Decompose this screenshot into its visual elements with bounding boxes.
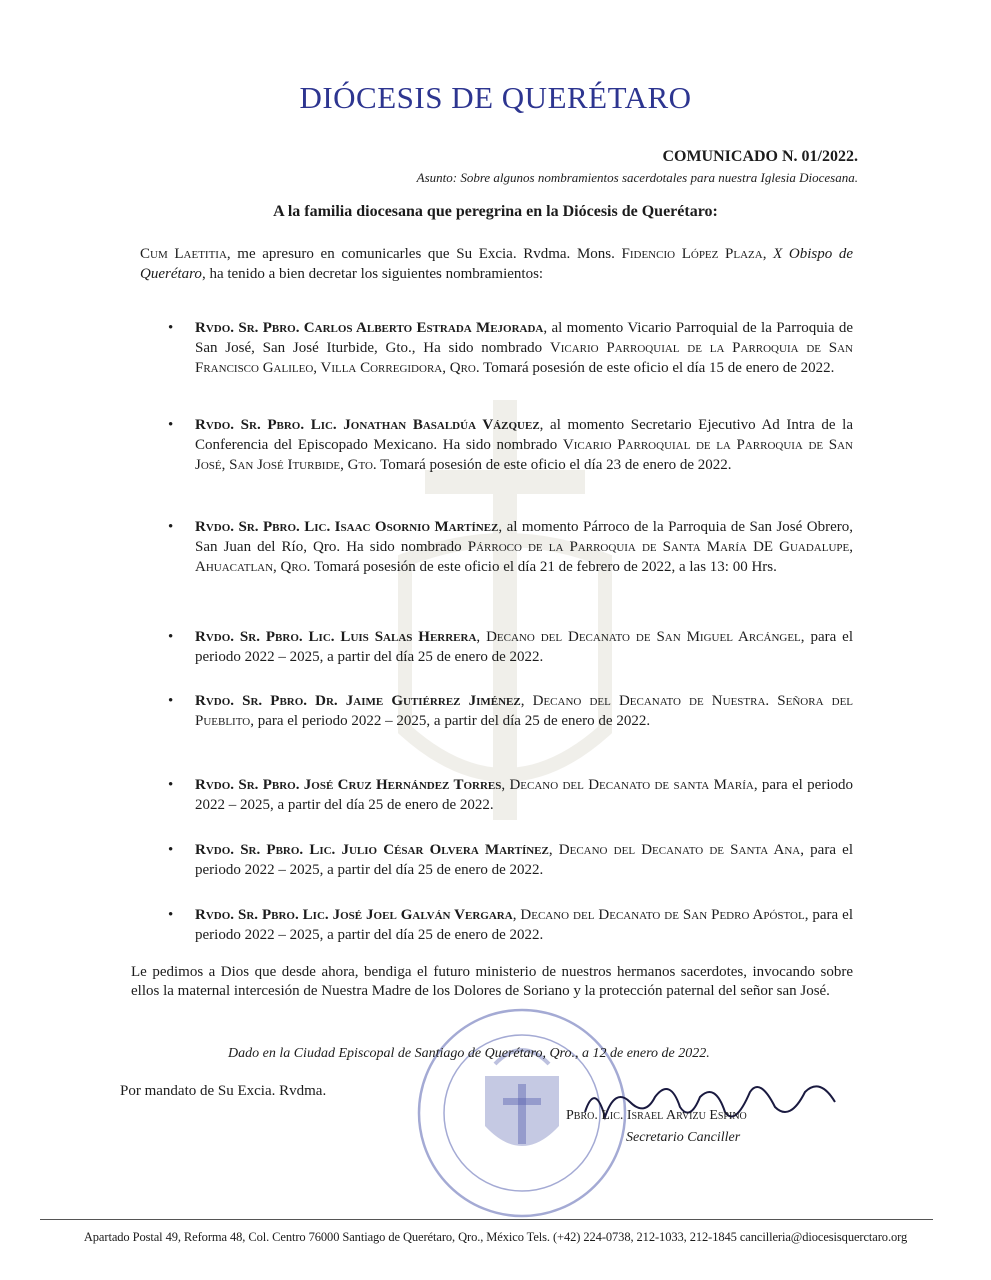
priest-name: Rvdo. Sr. Pbro. Lic. Jonathan Basaldúa Vázquez xyxy=(195,417,540,433)
nomination-item xyxy=(168,415,853,475)
greeting: A la familia diocesana que peregrina en la Diócesis de Querétaro: xyxy=(273,203,718,220)
diocese-title: DIÓCESIS DE QUERÉTARO xyxy=(299,80,692,115)
nomination-text: , para el periodo 2022 – 2025, a partir del día 25 de enero de 2022. xyxy=(195,842,853,878)
bullet-icon: • xyxy=(168,693,174,709)
nomination-appointment: Decano del Decanato de Nuestra. Señora del Pueblito xyxy=(195,693,854,729)
nomination-text: , al momento Vicario Parroquial de la Parroquia de San José, San José Iturbide, Gto., Ha sido nombrado xyxy=(195,320,854,356)
priest-name: Rvdo. Sr. Pbro. José Cruz Hernández Torres xyxy=(195,777,502,793)
intro-paragraph xyxy=(140,244,853,284)
nomination-text: , xyxy=(520,693,533,709)
nomination-item xyxy=(168,318,854,378)
nomination-text: , xyxy=(512,907,521,923)
intro-opening: Cum Laetitia xyxy=(140,246,227,262)
nomination-text: , xyxy=(548,842,559,858)
bullet-icon: • xyxy=(168,320,174,336)
closing-paragraph: Le pedimos a Dios que desde ahora, bendiga el futuro ministerio de nuestros hermanos sacerdotes, invocando sobre ellos la maternal intercesión de Nuestra Madre de los Dolores de Soriano y la protección paternal del señor san José. xyxy=(131,964,853,999)
nomination-appointment: Decano del Decanato de San Miguel Arcángel xyxy=(486,629,801,645)
mandate-line: Por mandato de Su Excia. Rvdma. xyxy=(120,1083,327,1099)
bullet-icon: • xyxy=(168,907,174,923)
nomination-text: . Tomará posesión de este oficio el día 23 de enero de 2022. xyxy=(372,457,732,473)
comunicado-number: COMUNICADO N. 01/2022. xyxy=(662,148,858,165)
bullet-icon: • xyxy=(168,629,174,645)
nomination-text: , para el periodo 2022 – 2025, a partir del día 25 de enero de 2022. xyxy=(250,713,651,729)
nomination-item xyxy=(168,627,853,667)
nomination-text: , xyxy=(501,777,510,793)
subject-line: Asunto: Sobre algunos nombramientos sacerdotales para nuestra Iglesia Diocesana. xyxy=(416,170,858,185)
priest-name: Rvdo. Sr. Pbro. Lic. Luis Salas Herrera xyxy=(195,629,477,645)
priest-name: Rvdo. Sr. Pbro. Dr. Jaime Gutiérrez Jiménez xyxy=(195,693,521,709)
nomination-text: . Tomará posesión de este oficio el día 21 de febrero de 2022, a las 13: 00 Hrs. xyxy=(306,559,777,575)
signer-title: Secretario Canciller xyxy=(626,1130,741,1145)
nomination-text: , para el periodo 2022 – 2025, a partir del día 25 de enero de 2022. xyxy=(195,907,853,943)
dated-line: Dado en la Ciudad Episcopal de Santiago de Querétaro, Qro., a 12 de enero de 2022. xyxy=(228,1046,710,1061)
bishop-name: Fidencio López Plaza xyxy=(621,246,763,262)
footer-address: Apartado Postal 49, Reforma 48, Col. Centro 76000 Santiago de Querétaro, Qro., México Tels. (+42) 224-0738, 212-1033, 212-1845 cancilleria@diocesisquerctaro.org xyxy=(83,1230,908,1244)
bullet-icon: • xyxy=(168,777,174,793)
nomination-text: , para el periodo 2022 – 2025, a partir del día 25 de enero de 2022. xyxy=(195,777,853,813)
nomination-text: , al momento Secretario Ejecutivo Ad Intra de la Conferencia del Episcopado Mexicano. Ha sido nombrado xyxy=(195,417,853,453)
nomination-appointment: Decano del Decanato de santa María xyxy=(509,777,754,793)
nomination-item xyxy=(168,905,853,945)
intro-text-2: , ha tenido a bien decretar los siguientes nombramientos: xyxy=(201,266,544,282)
bullet-icon: • xyxy=(168,519,174,535)
priest-name: Rvdo. Sr. Pbro. Lic. José Joel Galván Vergara xyxy=(195,907,513,923)
nomination-text: , xyxy=(476,629,487,645)
nomination-appointment: Vicario Parroquial de la Parroquia de San Francisco Galileo, Villa Corregidora, Qro xyxy=(195,340,853,376)
nomination-item xyxy=(168,691,854,731)
footer-divider xyxy=(40,1219,933,1220)
nomination-text: , al momento Párroco de la Parroquia de San José Obrero, San Juan del Río, Qro. Ha sido nombrado xyxy=(195,519,853,555)
nomination-appointment: Vicario Parroquial de la Parroquia de San José, San José Iturbide, Gto xyxy=(195,437,853,473)
nomination-item xyxy=(168,840,853,880)
bishop-title: X Obispo de Querétaro xyxy=(140,246,854,282)
priest-name: Rvdo. Sr. Pbro. Lic. Julio César Olvera Martínez xyxy=(195,842,549,858)
intro-text-1: , me apresuro en comunicarles que Su Excia. Rvdma. Mons. xyxy=(226,246,622,262)
nomination-item xyxy=(168,775,853,815)
signer-name: Pbro. Lic. Israel Arvizu Espino xyxy=(566,1108,747,1123)
nomination-text: , para el periodo 2022 – 2025, a partir del día 25 de enero de 2022. xyxy=(195,629,853,665)
nomination-appointment: Párroco de la Parroquia de Santa María DE Guadalupe, Ahuacatlan, Qro xyxy=(195,539,853,575)
bullet-icon: • xyxy=(168,417,174,433)
intro-comma: , xyxy=(762,246,774,262)
nomination-appointment: Decano del Decanato de San Pedro Apóstol xyxy=(520,907,805,923)
bullet-icon: • xyxy=(168,842,174,858)
nomination-text: . Tomará posesión de este oficio el día 15 de enero de 2022. xyxy=(475,360,835,376)
nomination-item xyxy=(168,517,853,577)
priest-name: Rvdo. Sr. Pbro. Lic. Isaac Osornio Martínez xyxy=(195,519,499,535)
priest-name: Rvdo. Sr. Pbro. Carlos Alberto Estrada Mejorada xyxy=(195,320,544,336)
nomination-appointment: Decano del Decanato de Santa Ana xyxy=(558,842,801,858)
